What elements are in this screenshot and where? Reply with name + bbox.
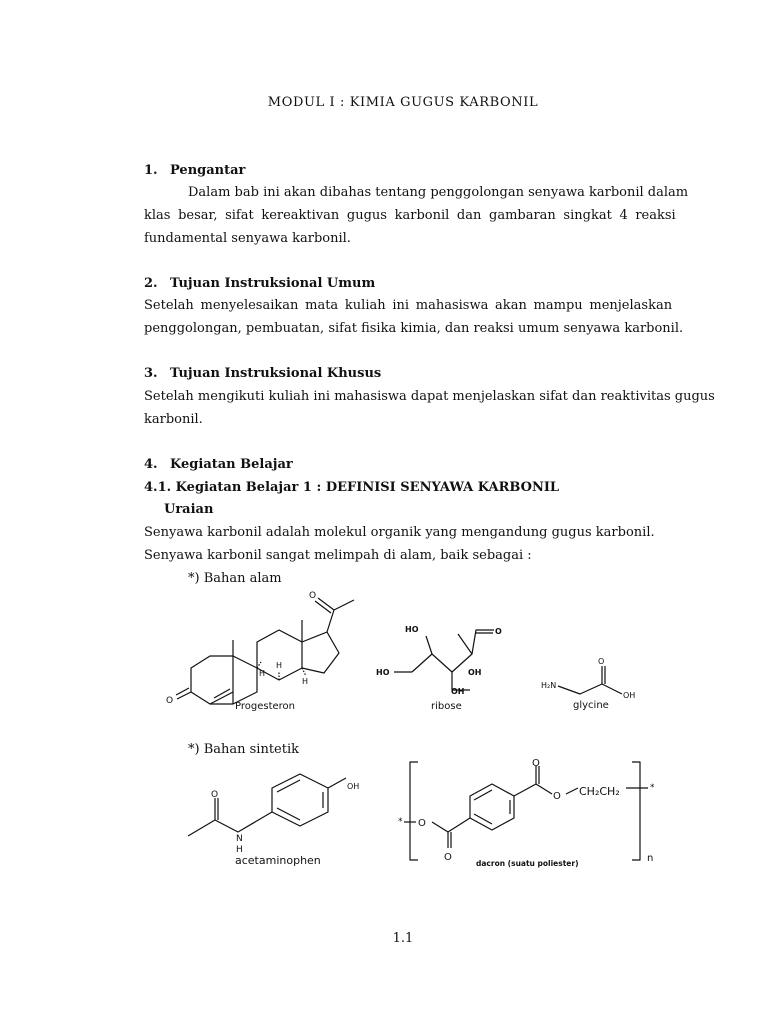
atom-label: HO	[376, 668, 390, 677]
atom-label: H	[302, 677, 309, 686]
paragraph-line: Senyawa karbonil adalah molekul organik yang mengandung gugus karbonil.	[144, 525, 655, 540]
acetaminophen-structure	[188, 774, 346, 836]
atom-label: CH₂CH₂	[579, 785, 620, 798]
atom-label: N	[236, 834, 243, 844]
atom-label: H	[276, 661, 283, 670]
paragraph-line: Dalam bab ini akan dibahas tentang penggolongan senyawa karbonil dalam	[188, 185, 689, 200]
atom-label: *	[650, 783, 655, 793]
atom-label: O	[211, 790, 219, 800]
molecule-name-ribose: ribose	[431, 701, 462, 712]
paragraph-line: Senyawa karbonil sangat melimpah di alam, baik sebagai :	[144, 548, 532, 563]
atom-label: OH	[451, 687, 465, 696]
atom-label: H₂N	[541, 681, 557, 690]
paragraph-line: karbonil.	[144, 412, 203, 427]
section-title: Kegiatan Belajar	[170, 457, 293, 472]
atom-label: O	[418, 818, 426, 829]
atom-label: n	[647, 853, 654, 864]
section-title: Pengantar	[170, 163, 246, 178]
atom-label: O	[598, 657, 605, 666]
molecule-name-progesteron: Progesteron	[235, 701, 295, 712]
section-number: 2.	[144, 276, 158, 291]
molecule-name-acetaminophen: acetaminophen	[235, 854, 321, 867]
atom-label: O	[553, 791, 561, 802]
progesteron-structure	[176, 598, 354, 704]
section-number: 4.	[144, 457, 158, 472]
atom-label: H	[259, 669, 266, 678]
section-title: Tujuan Instruksional Khusus	[170, 366, 382, 381]
page-number: 1.1	[392, 931, 414, 946]
subsection-subheading: Uraian	[164, 502, 214, 517]
paragraph-line: klas besar, sifat kereaktivan gugus karbonil dan gambaran singkat 4 reaksi	[144, 208, 676, 223]
atom-label: O	[309, 591, 317, 601]
paragraph-line: fundamental senyawa karbonil.	[144, 231, 351, 246]
paragraph-line: Setelah mengikuti kuliah ini mahasiswa dapat menjelaskan sifat dan reaktivitas gugus	[144, 389, 715, 404]
section-number: 1.	[144, 163, 158, 178]
dacron-structure	[404, 762, 648, 860]
section-number: 3.	[144, 366, 158, 381]
subsection-heading: 4.1. Kegiatan Belajar 1 : DEFINISI SENYAWA KARBONIL	[144, 480, 560, 495]
atom-label: O	[532, 758, 540, 769]
section-title: Tujuan Instruksional Umum	[170, 276, 376, 291]
glycine-structure	[558, 666, 622, 694]
atom-label: *	[398, 817, 403, 827]
atom-label: H	[236, 845, 243, 855]
atom-label: O	[166, 696, 174, 706]
synthetic-label: *) Bahan sintetik	[188, 742, 300, 757]
natural-label: *) Bahan alam	[188, 571, 282, 586]
atom-label: O	[444, 852, 452, 863]
atom-label: OH	[468, 668, 482, 677]
atom-label: OH	[347, 782, 360, 791]
page-title: MODUL I : KIMIA GUGUS KARBONIL	[267, 95, 539, 110]
atom-label: HO	[405, 625, 419, 634]
paragraph-line: penggolongan, pembuatan, sifat fisika kimia, dan reaksi umum senyawa karbonil.	[144, 321, 684, 336]
paragraph-line: Setelah menyelesaikan mata kuliah ini mahasiswa akan mampu menjelaskan	[144, 298, 673, 313]
ribose-structure	[394, 630, 494, 690]
molecule-name-glycine: glycine	[573, 700, 609, 711]
molecule-name-dacron: dacron (suatu poliester)	[476, 859, 579, 868]
atom-label: OH	[623, 691, 636, 700]
atom-label: O	[495, 627, 502, 636]
